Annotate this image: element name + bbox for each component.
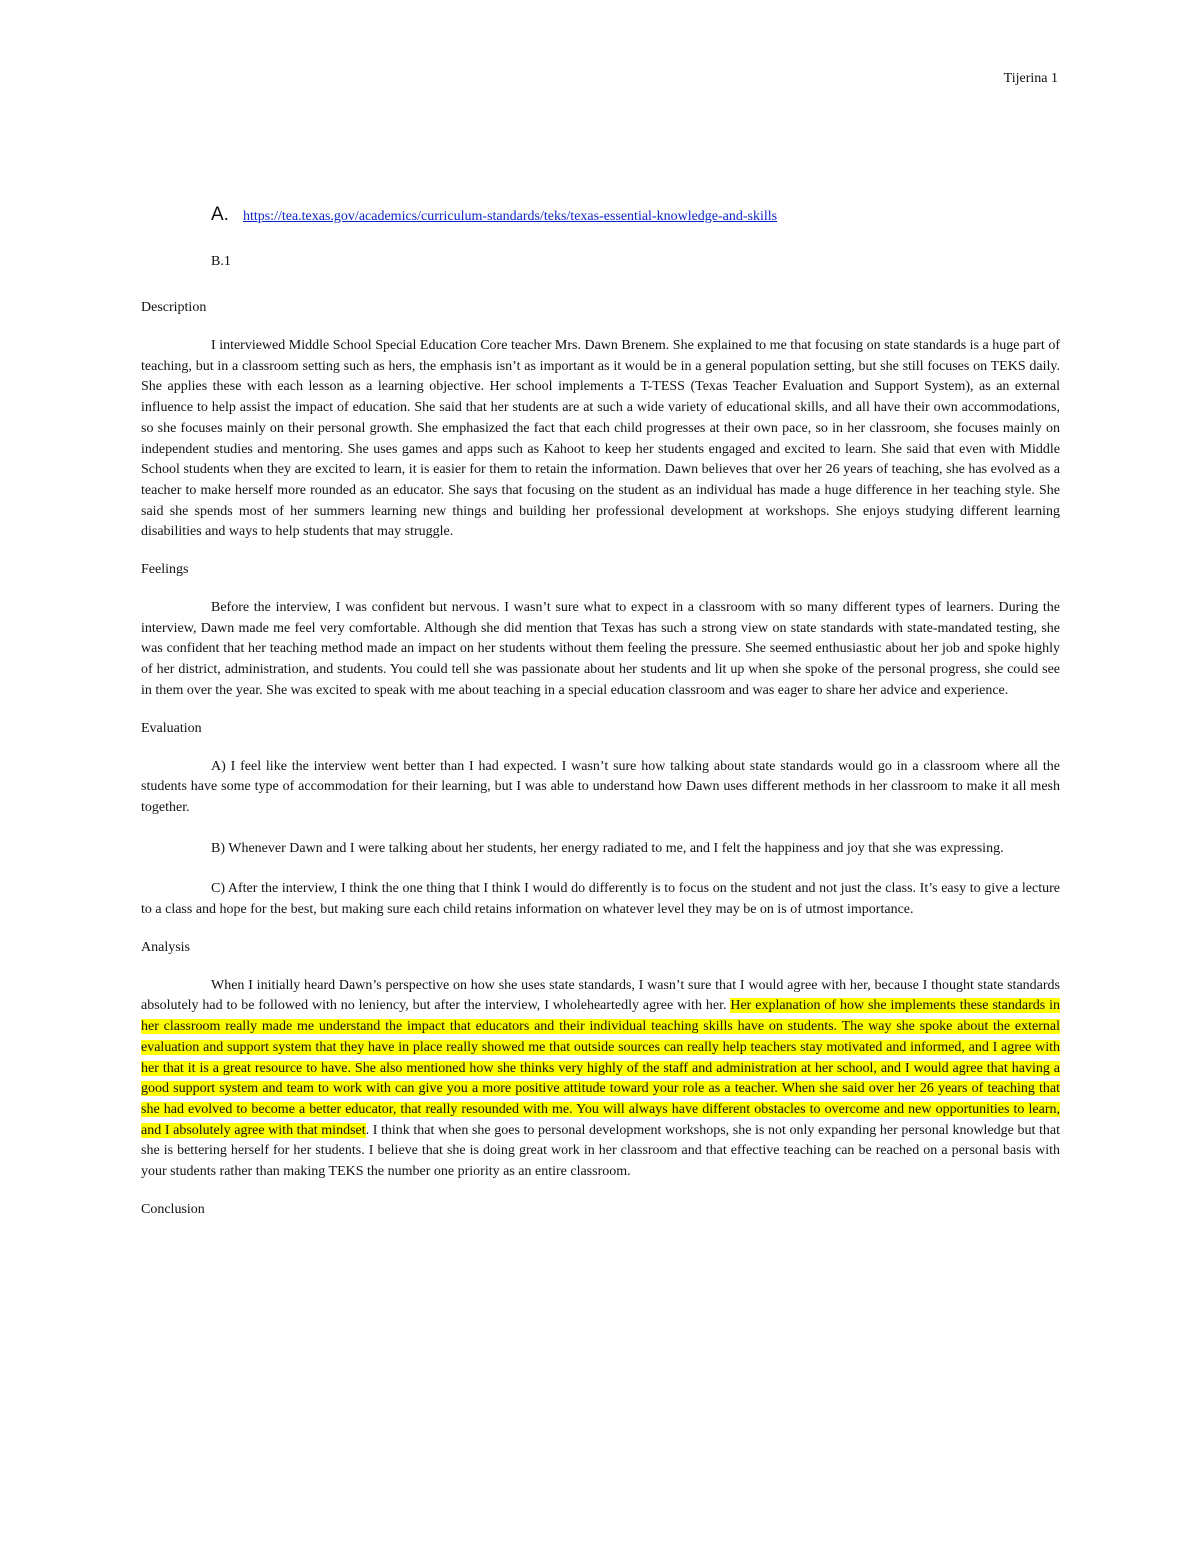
description-paragraph: I interviewed Middle School Special Education Core teacher Mrs. Dawn Brenem. She explained to me that focusing on state standards is a huge part of teaching, but in a classroom setting such as hers, the emphasis isn’t as important as it would be in a general population setting, but she still focuses on TEKS daily. She applies these with each lesson as a learning objective. Her school implements a T-TESS (Texas Teacher Evaluation and Support System), as an external influence to help assist the impact of education. She said that her students are at such a wide variety of educational skills, and all have their own accommodations, so she focuses mainly on their personal growth. She emphasized the fact that each child progresses at their own pace, so in her classroom, she focuses mainly on independent studies and mentoring. She uses games and apps such as Kahoot to keep her students engaged and excited to learn. She said that even with Middle School students when they are excited to learn, it is easier for them to retain the information. Dawn believes that over her 26 years of teaching, she has evolved as a teacher to make herself more rounded as an educator. She says that focusing on the student as an individual has made a huge difference in her teaching style. She said she spends most of her summers learning new things and building her professional development at workshops. She enjoys studying different learning disabilities and ways to help students that may struggle. — [141, 338, 1060, 540]
reference-line — [141, 204, 1060, 226]
feelings-paragraph: Before the interview, I was confident but nervous. I wasn’t sure what to expect in a classroom with so many different types of learners. During the interview, Dawn made me feel very comfortable. Although she did mention that Texas has such a strong view on state standards with state-mandated testing, she was confident that her teaching method made an impact on her students without them feeling the pressure. She seemed enthusiastic about her job and spoke highly of her district, administration, and students. You could tell she was passionate about her students and lit up when she spoke of the personal progress, she could see in them over the year. She was excited to speak with me about teaching in a special education classroom and was eager to share her advice and experience. — [141, 600, 1060, 698]
reference-link[interactable]: https://tea.texas.gov/academics/curriculum-standards/teks/texas-essential-knowledge-and-skills — [242, 209, 778, 224]
analysis-heading: Analysis — [141, 939, 190, 955]
evaluation-heading: Evaluation — [141, 720, 202, 736]
analysis-highlighted-text: Her explanation of how she implements these standards in her classroom really made me understand the impact that educators and their individual teaching skills have on students. The way she spoke about the external evaluation and support system that they have in place really showed me that outside sources can really help teachers stay motivated and informed, and I agree with her that it is a great resource to have. She also mentioned how she thinks very highly of the staff and administration at her school, and I would agree that having a good support system and team to work with can give you a more positive attitude toward your role as a teacher. When she said over her 26 years of teaching that she had evolved to become a better educator, that really resounded with me. You will always have different obstacles to overcome and new opportunities to learn, and I absolutely agree with that mindset — [141, 998, 1060, 1138]
conclusion-heading: Conclusion — [141, 1201, 205, 1217]
analysis-text-before: When I initially heard Dawn’s perspective on how she uses state standards, I wasn’t sure that I would agree with her, because I thought state standards absolutely had to be followed with no leniency, but after the interview, I wholeheartedly agree with her. — [141, 977, 1060, 1014]
evaluation-item-a: A) I feel like the interview went better than I had expected. I wasn’t sure how talking about state standards would go in a classroom where all the students have some type of accommodation for their learning, but I was able to understand how Dawn uses different methods in her classroom to make it all mesh together. — [141, 758, 1060, 815]
document-body — [141, 204, 1060, 1218]
analysis-paragraph — [141, 976, 1060, 1183]
evaluation-item-b: B) Whenever Dawn and I were talking about her students, her energy radiated to me, and I felt the happiness and joy that she was expressing. — [211, 840, 1004, 856]
analysis-text-after: . I think that when she goes to personal development workshops, she is not only expanding her personal knowledge but that she is bettering herself for her students. I believe that she is doing great work in her classroom and that effective teaching can be reached on a personal basis with your students rather than making TEKS the number one priority as an entire classroom. — [141, 1122, 1060, 1180]
evaluation-item-c: C) After the interview, I think the one thing that I think I would do differently is to focus on the student and not just the class. It’s easy to give a lecture to a class and hope for the best, but making sure each child retains information on whatever level they may be on is of utmost importance. — [141, 881, 1060, 918]
section-label: B.1 — [211, 254, 231, 269]
reference-letter: A. — [211, 204, 229, 225]
description-heading: Description — [141, 300, 207, 315]
running-head: Tijerina 1 — [1003, 71, 1058, 86]
feelings-heading: Feelings — [141, 562, 189, 578]
